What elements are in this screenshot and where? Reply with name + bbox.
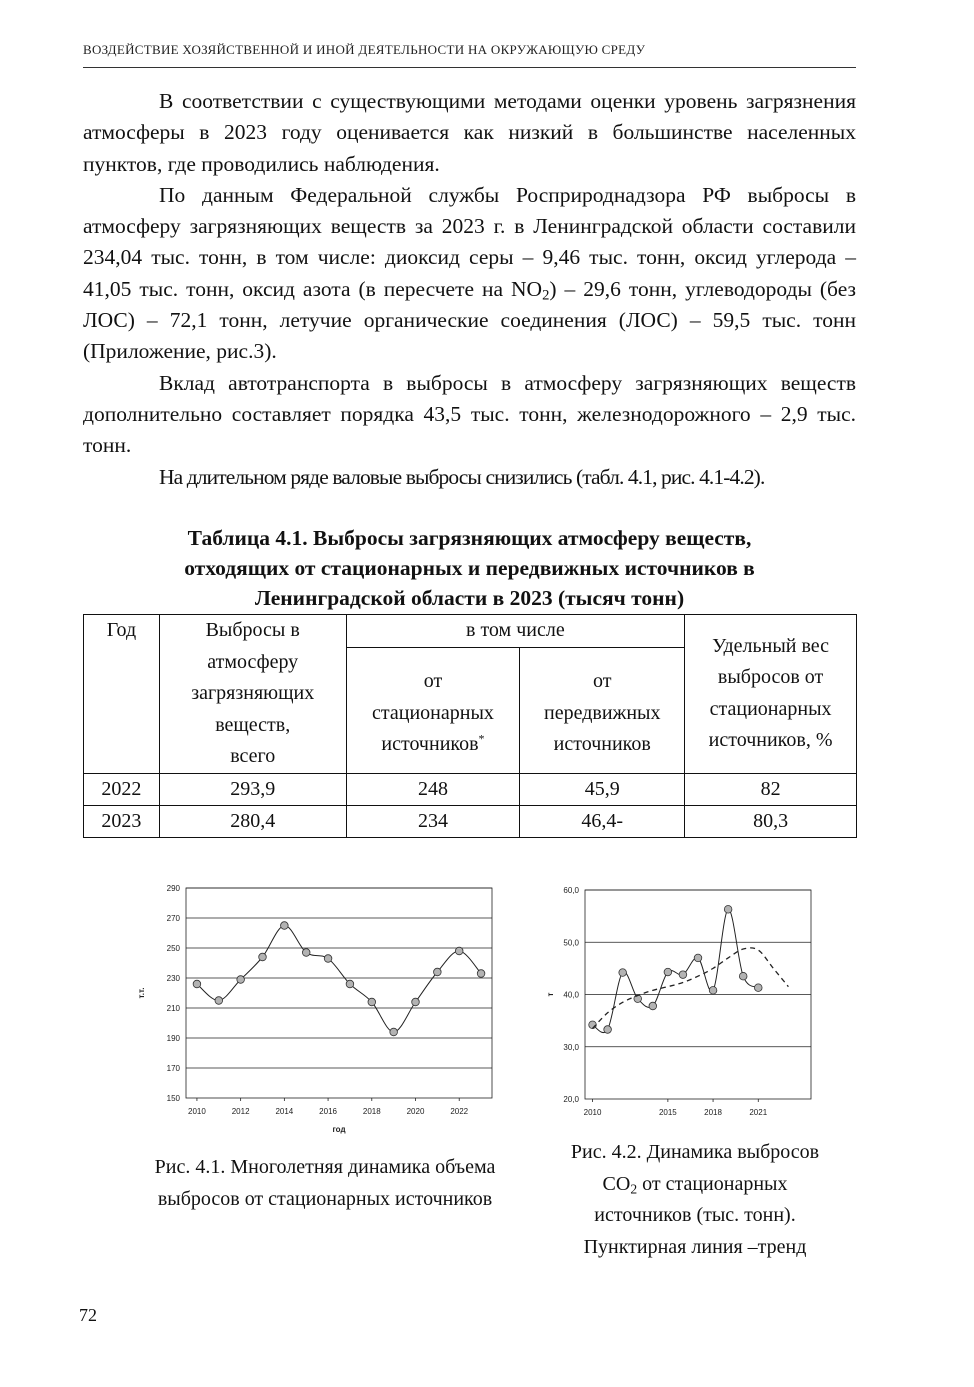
fig41-data-point xyxy=(477,970,485,978)
fig41-data-point xyxy=(237,976,245,984)
header-stationary-line: стационарных xyxy=(372,701,494,724)
paragraph-4: На длительном ряде валовые выбросы снизились (табл. 4.1, рис. 4.1-4.2). xyxy=(159,464,765,489)
figure-4-2-svg xyxy=(545,878,825,1128)
figure-4-2-caption xyxy=(540,1137,850,1263)
fig41-y-tick-label: 150 xyxy=(166,1094,180,1103)
fig42-data-point xyxy=(724,906,732,914)
header-stationary xyxy=(346,647,520,773)
fig41-data-point xyxy=(259,953,267,961)
fig42-y-tick-label: 30,0 xyxy=(563,1042,579,1052)
fig41-y-tick-label: 290 xyxy=(166,884,180,893)
figure-4-1-caption-line: выбросов от стационарных источников xyxy=(157,1187,493,1210)
fig41-data-point xyxy=(324,955,332,963)
figure-4-2-caption-line: Рис. 4.2. Динамика выбросов xyxy=(570,1141,820,1163)
fig41-y-tick-label: 270 xyxy=(166,914,180,923)
header-total xyxy=(159,615,346,774)
figure-4-1-caption xyxy=(110,1152,540,1215)
header-share-line: источников, % xyxy=(708,729,833,752)
running-header: ВОЗДЕЙСТВИЕ ХОЗЯЙСТВЕННОЙ И ИНОЙ ДЕЯТЕЛЬНОСТИ НА ОКРУЖАЮЩУЮ СРЕДУ xyxy=(83,42,646,57)
fig41-data-point xyxy=(368,998,376,1006)
fig42-data-point xyxy=(709,987,717,995)
header-mobile xyxy=(520,647,685,773)
table-row xyxy=(84,805,857,837)
cell-year: 2022 xyxy=(84,773,160,805)
fig42-data-point xyxy=(604,1026,612,1034)
figure-4-2-chart xyxy=(545,878,825,1128)
fig42-y-tick-label: 50,0 xyxy=(563,938,579,948)
fig41-data-point xyxy=(281,922,289,930)
fig41-x-tick-label: 2022 xyxy=(450,1107,469,1116)
figure-4-2-caption-line: Пунктирная линия –тренд xyxy=(583,1235,807,1258)
header-share-line: стационарных xyxy=(709,697,832,720)
fig42-data-point xyxy=(664,968,672,976)
emissions-table xyxy=(83,614,857,838)
figure-4-2-caption-line: источников (тыс. тонн). xyxy=(594,1204,796,1226)
page-number: 72 xyxy=(79,1305,97,1325)
fig42-x-tick-label: 2010 xyxy=(583,1108,602,1117)
fig41-data-point xyxy=(434,968,442,976)
header-stationary-line xyxy=(347,729,520,761)
header-including-label: в том числе xyxy=(466,619,565,641)
co2-text: CO xyxy=(602,1172,631,1195)
fig42-x-tick-label: 2018 xyxy=(704,1108,722,1117)
figure-4-1-caption-line: Рис. 4.1. Многолетняя динамика объема xyxy=(154,1156,496,1178)
header-stationary-line: от xyxy=(423,670,443,692)
fig42-x-tick-label: 2021 xyxy=(749,1108,768,1117)
header-total-line: всего xyxy=(230,745,276,767)
fig42-series-line xyxy=(593,909,759,1032)
figure-4-2-caption-text: от стационарных xyxy=(637,1172,788,1195)
fig41-data-point xyxy=(193,980,201,988)
header-mobile-line: от xyxy=(593,670,612,692)
header-total-line: веществ, xyxy=(215,713,291,736)
cell-mobile: 46,4- xyxy=(520,805,685,837)
fig41-x-tick-label: 2012 xyxy=(231,1107,250,1116)
header-total-line: загрязняющих xyxy=(191,682,315,704)
fig41-data-point xyxy=(346,980,354,988)
fig42-y-tick-label: 20,0 xyxy=(563,1095,579,1104)
header-year-label: Год xyxy=(106,619,137,641)
fig42-data-point xyxy=(694,954,702,962)
header-share-line: Удельный вес xyxy=(712,634,830,657)
cell-stationary: 234 xyxy=(346,805,520,837)
header-year xyxy=(84,615,160,774)
fig42-data-point xyxy=(649,1002,657,1010)
paragraph-2-part-b: ) – 29,6 тонн, углеводороды (без ЛОС) – 72,1 тонн, летучие органические соединения (ЛОС) – 59,5 тыс. тонн (Приложение, рис.3). xyxy=(83,276,857,364)
table-caption xyxy=(83,523,856,613)
figure-4-2-caption-line xyxy=(540,1169,850,1201)
header-total-line: Выбросы в xyxy=(205,619,300,641)
fig41-y-tick-label: 230 xyxy=(166,974,180,983)
fig42-y-tick-label: 60,0 xyxy=(563,886,579,895)
header-share xyxy=(685,615,857,774)
fig41-y-tick-label: 210 xyxy=(166,1004,180,1013)
cell-share: 82 xyxy=(685,773,857,805)
header-total-line: атмосферу xyxy=(207,650,299,673)
fig41-x-axis-label: год xyxy=(332,1125,346,1134)
fig42-data-point xyxy=(619,969,627,977)
fig41-data-point xyxy=(412,998,420,1006)
table-row xyxy=(84,773,857,805)
table-caption-line-2: отходящих от стационарных и передвижных источников в xyxy=(184,556,755,580)
fig41-plot-frame xyxy=(186,888,492,1098)
body-text xyxy=(83,86,856,493)
fig41-y-tick-label: 250 xyxy=(166,944,180,953)
fig41-data-point xyxy=(302,949,310,957)
fig42-data-point xyxy=(754,984,762,992)
figure-4-1-svg xyxy=(130,878,510,1140)
fig41-x-tick-label: 2018 xyxy=(362,1107,381,1116)
fig41-data-point xyxy=(455,947,463,955)
header-stationary-text: источников xyxy=(381,733,479,755)
header-mobile-line: источников xyxy=(553,733,651,755)
cell-total: 280,4 xyxy=(159,805,346,837)
fig42-x-tick-label: 2015 xyxy=(658,1108,677,1117)
header-including xyxy=(346,615,685,648)
header-mobile-line: передвижных xyxy=(544,701,661,724)
fig41-data-point xyxy=(390,1028,398,1036)
paragraph-3: Вклад автотранспорта в выбросы в атмосферу загрязняющих веществ дополнительно составляет порядка 43,5 тыс. тонн, железнодорожного – 2,9 тыс. тонн. xyxy=(83,370,856,458)
header-share-line: выбросов от xyxy=(717,666,824,689)
fig42-data-point xyxy=(679,971,687,979)
paragraph-1: В соответствии с существующими методами оценки уровень загрязнения атмосферы в 2023 году оценивается как низкий в большинстве населенных пунктов, где проводились наблюдения. xyxy=(83,89,856,176)
fig42-data-point xyxy=(739,972,747,980)
cell-stationary: 248 xyxy=(346,773,520,805)
cell-mobile: 45,9 xyxy=(520,773,685,805)
cell-total: 293,9 xyxy=(159,773,346,805)
header-divider xyxy=(83,67,856,68)
fig41-y-axis-label: т.т. xyxy=(137,987,146,999)
paragraph-2-subscript: 2 xyxy=(542,287,550,304)
co2-subscript: 2 xyxy=(630,1180,638,1196)
fig41-y-tick-label: 170 xyxy=(166,1064,180,1073)
fig42-y-tick-label: 40,0 xyxy=(563,990,579,1000)
fig42-y-axis-label: т xyxy=(546,992,555,997)
fig41-data-point xyxy=(215,997,223,1005)
fig41-x-tick-label: 2014 xyxy=(275,1107,294,1116)
figure-4-1-chart xyxy=(130,878,510,1140)
footnote-mark: * xyxy=(478,731,485,746)
fig41-y-tick-label: 190 xyxy=(166,1034,180,1043)
paragraph-2-part-a: По данным Федеральной службы Росприроднадзора РФ выбросы в атмосферу загрязняющих веществ за 2023 г. в Ленинградской области составили 234,04 тыс. тонн, в том числе: диоксид серы – 9,46 тыс. тонн, оксид углерода – 41,05 тыс. тонн, оксид азота (в пересчете на NO xyxy=(83,182,856,301)
fig41-x-tick-label: 2020 xyxy=(406,1107,425,1116)
cell-share: 80,3 xyxy=(685,805,857,837)
fig41-x-tick-label: 2016 xyxy=(319,1107,337,1116)
table-caption-line-3: Ленинградской области в 2023 (тысяч тонн) xyxy=(254,586,685,610)
cell-year: 2023 xyxy=(84,805,160,837)
table-caption-line-1: Таблица 4.1. Выбросы загрязняющих атмосферу веществ, xyxy=(187,526,752,550)
fig41-x-tick-label: 2010 xyxy=(188,1107,206,1116)
paragraph-2 xyxy=(83,180,856,368)
